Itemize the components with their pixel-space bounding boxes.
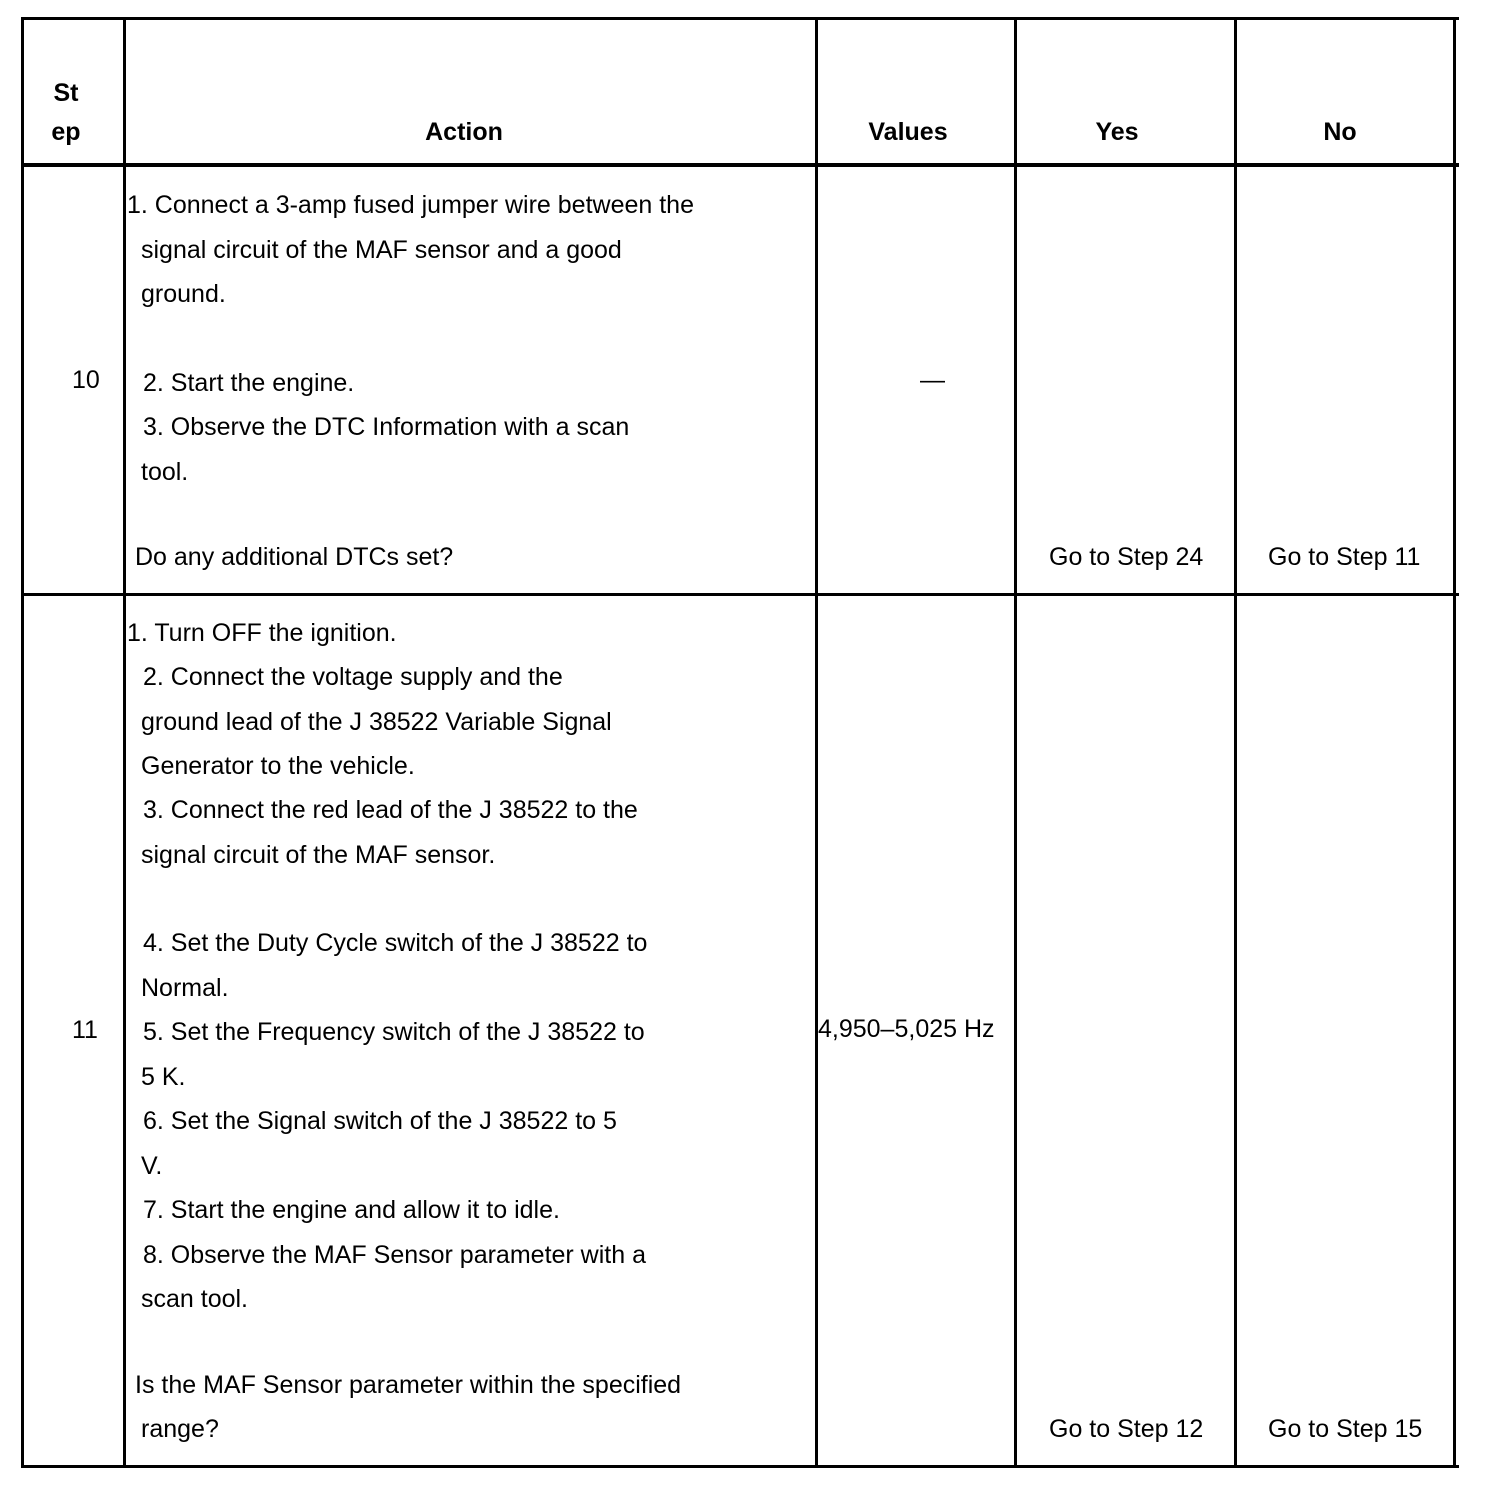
yes-cell: Go to Step 12 [1049, 1415, 1204, 1443]
action-line: 1. Connect a 3-amp fused jumper wire between the [127, 191, 694, 219]
action-line: Normal. [141, 974, 229, 1002]
step-number: 11 [72, 1016, 98, 1044]
header-step-line2: ep [51, 118, 81, 146]
action-line: signal circuit of the MAF sensor and a good [141, 236, 622, 264]
action-line: 3. Observe the DTC Information with a scan [143, 413, 630, 441]
header-step-line1: St [53, 79, 79, 107]
table-border-right [1453, 17, 1456, 1468]
table-border-bottom [21, 1465, 1459, 1468]
action-line: 1. Turn OFF the ignition. [127, 619, 397, 647]
step-number: 10 [72, 366, 100, 394]
header-values: Values [868, 118, 948, 146]
action-line: tool. [141, 458, 189, 486]
table-border-left [21, 17, 24, 1468]
yes-cell: Go to Step 24 [1049, 543, 1204, 571]
value-cell: — [920, 366, 945, 394]
header-yes: Yes [1095, 118, 1139, 146]
action-line: signal circuit of the MAF sensor. [141, 841, 496, 869]
action-line: scan tool. [141, 1285, 249, 1313]
action-line: 8. Observe the MAF Sensor parameter with a [143, 1241, 646, 1269]
action-line: V. [141, 1152, 163, 1180]
action-line: ground. [141, 280, 226, 308]
row-divider [21, 593, 1459, 596]
action-line: 7. Start the engine and allow it to idle. [143, 1196, 560, 1224]
header-action: Action [425, 118, 503, 146]
action-question: Is the MAF Sensor parameter within the specified [135, 1371, 682, 1399]
action-line: 4. Set the Duty Cycle switch of the J 38522 to [143, 929, 648, 957]
action-line: 2. Connect the voltage supply and the [143, 663, 563, 691]
action-line: 5 K. [141, 1063, 186, 1091]
action-question: range? [141, 1415, 219, 1443]
col-divider-yes [1234, 17, 1237, 1468]
action-line: 6. Set the Signal switch of the J 38522 to 5 [143, 1107, 617, 1135]
no-cell: Go to Step 15 [1268, 1415, 1423, 1443]
action-line: ground lead of the J 38522 Variable Signal [141, 708, 612, 736]
header-no: No [1323, 118, 1357, 146]
no-cell: Go to Step 11 [1268, 543, 1421, 571]
col-divider-action [815, 17, 818, 1468]
action-line: 3. Connect the red lead of the J 38522 to the [143, 796, 638, 824]
col-divider-step [123, 17, 126, 1468]
table-border-top [21, 17, 1459, 20]
col-divider-values [1014, 17, 1017, 1468]
header-divider [21, 163, 1459, 167]
value-cell: 4,950–5,025 Hz [818, 1015, 995, 1043]
action-line: Generator to the vehicle. [141, 752, 415, 780]
action-line: 2. Start the engine. [143, 369, 355, 397]
action-line: 5. Set the Frequency switch of the J 38522 to [143, 1018, 645, 1046]
action-question: Do any additional DTCs set? [135, 543, 454, 571]
